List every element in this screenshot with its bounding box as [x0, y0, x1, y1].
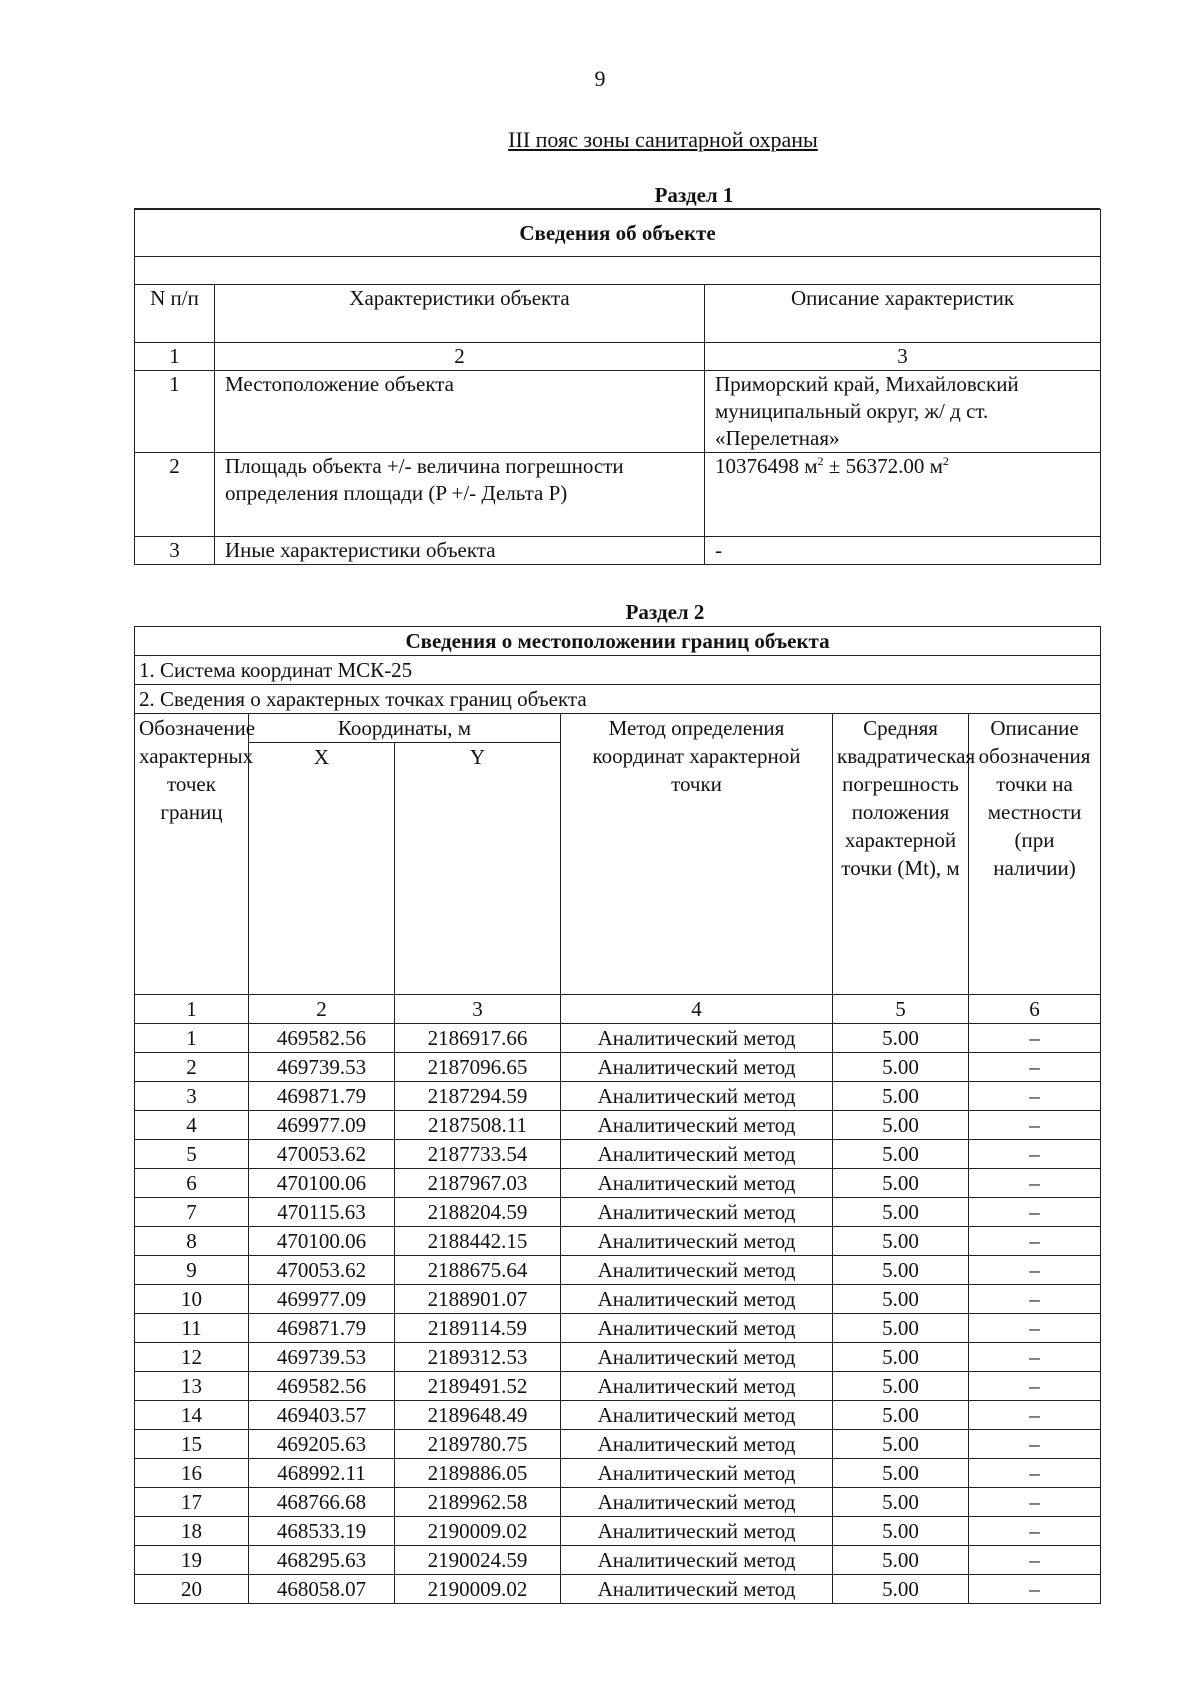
- col-number: 2: [215, 343, 705, 371]
- mt-error: 5.00: [833, 1488, 969, 1517]
- mt-error: 5.00: [833, 1517, 969, 1546]
- header-coordinates: Координаты, м: [249, 714, 561, 743]
- y-coordinate: 2190024.59: [395, 1546, 561, 1575]
- point-description: –: [969, 1082, 1101, 1111]
- col-number: 3: [395, 995, 561, 1024]
- point-description: –: [969, 1430, 1101, 1459]
- x-coordinate: 469977.09: [249, 1285, 395, 1314]
- y-coordinate: 2188675.64: [395, 1256, 561, 1285]
- point-description: –: [969, 1140, 1101, 1169]
- section2-heading: Раздел 2: [625, 600, 705, 624]
- area-error: ± 56372.00 м: [823, 454, 943, 478]
- y-coordinate: 2188204.59: [395, 1198, 561, 1227]
- point-description: –: [969, 1488, 1101, 1517]
- blank-row: [135, 257, 1101, 285]
- point-number: 14: [135, 1401, 249, 1430]
- mt-error: 5.00: [833, 1546, 969, 1575]
- point-number: 4: [135, 1111, 249, 1140]
- method: Аналитический метод: [561, 1517, 833, 1546]
- method: Аналитический метод: [561, 1488, 833, 1517]
- mt-error: 5.00: [833, 1053, 969, 1082]
- method: Аналитический метод: [561, 1198, 833, 1227]
- x-coordinate: 469582.56: [249, 1024, 395, 1053]
- table-row: [135, 1256, 1101, 1285]
- mt-error: 5.00: [833, 1111, 969, 1140]
- table-row: [135, 1575, 1101, 1604]
- point-description: –: [969, 1517, 1101, 1546]
- method: Аналитический метод: [561, 1285, 833, 1314]
- col-number: 3: [705, 343, 1101, 371]
- point-number: 12: [135, 1343, 249, 1372]
- y-coordinate: 2187508.11: [395, 1111, 561, 1140]
- header-method: Метод определения координат характерной точки: [561, 714, 833, 995]
- table-row: [135, 537, 1101, 565]
- table-row: [135, 1343, 1101, 1372]
- row-desc: -: [705, 537, 1101, 565]
- mt-error: 5.00: [833, 1430, 969, 1459]
- row-desc: [705, 453, 1101, 537]
- point-number: 8: [135, 1227, 249, 1256]
- point-description: –: [969, 1401, 1101, 1430]
- area-value: 10376498 м: [715, 454, 818, 478]
- header-number: N п/п: [135, 285, 215, 343]
- point-number: 5: [135, 1140, 249, 1169]
- x-coordinate: 468766.68: [249, 1488, 395, 1517]
- boundary-table-title: Сведения о местоположении границ объекта: [135, 627, 1101, 656]
- col-number: 6: [969, 995, 1101, 1024]
- point-description: –: [969, 1343, 1101, 1372]
- object-info-title: Сведения об объекте: [135, 210, 1101, 257]
- col-number: 2: [249, 995, 395, 1024]
- point-number: 15: [135, 1430, 249, 1459]
- table-row: [135, 1517, 1101, 1546]
- y-coordinate: 2188442.15: [395, 1227, 561, 1256]
- x-coordinate: 470053.62: [249, 1140, 395, 1169]
- method: Аналитический метод: [561, 1053, 833, 1082]
- y-coordinate: 2190009.02: [395, 1575, 561, 1604]
- point-number: 16: [135, 1459, 249, 1488]
- y-coordinate: 2189886.05: [395, 1459, 561, 1488]
- boundary-points-table: [134, 626, 1101, 1604]
- x-coordinate: 470100.06: [249, 1227, 395, 1256]
- y-coordinate: 2187967.03: [395, 1169, 561, 1198]
- table-row: [135, 1169, 1101, 1198]
- table-row: [135, 1082, 1101, 1111]
- mt-error: 5.00: [833, 1343, 969, 1372]
- table-row: [135, 1488, 1101, 1517]
- table-row: [135, 1227, 1101, 1256]
- table-row: [135, 1024, 1101, 1053]
- mt-error: 5.00: [833, 1198, 969, 1227]
- method: Аналитический метод: [561, 1343, 833, 1372]
- header-x: X: [249, 743, 395, 995]
- table-row: [135, 453, 1101, 537]
- y-coordinate: 2189648.49: [395, 1401, 561, 1430]
- col-number: 1: [135, 343, 215, 371]
- point-number: 10: [135, 1285, 249, 1314]
- x-coordinate: 469739.53: [249, 1343, 395, 1372]
- coordinate-system: 1. Система координат МСК-25: [135, 656, 1101, 685]
- table-row: [135, 1372, 1101, 1401]
- x-coordinate: 469582.56: [249, 1372, 395, 1401]
- x-coordinate: 469871.79: [249, 1082, 395, 1111]
- mt-error: 5.00: [833, 1575, 969, 1604]
- mt-error: 5.00: [833, 1459, 969, 1488]
- x-coordinate: 470053.62: [249, 1256, 395, 1285]
- method: Аналитический метод: [561, 1227, 833, 1256]
- y-coordinate: 2190009.02: [395, 1517, 561, 1546]
- header-description: Описание обозначения точки на местности (при наличии): [969, 714, 1101, 995]
- point-number: 6: [135, 1169, 249, 1198]
- point-description: –: [969, 1227, 1101, 1256]
- table-row: [135, 1285, 1101, 1314]
- table-row: [135, 1314, 1101, 1343]
- mt-error: 5.00: [833, 1314, 969, 1343]
- table-row: [135, 1111, 1101, 1140]
- point-number: 9: [135, 1256, 249, 1285]
- x-coordinate: 468533.19: [249, 1517, 395, 1546]
- x-coordinate: 470115.63: [249, 1198, 395, 1227]
- y-coordinate: 2188901.07: [395, 1285, 561, 1314]
- y-coordinate: 2189114.59: [395, 1314, 561, 1343]
- mt-error: 5.00: [833, 1024, 969, 1053]
- col-number: 1: [135, 995, 249, 1024]
- section1-heading: Раздел 1: [654, 183, 734, 207]
- area-unit-power: 2: [817, 454, 824, 468]
- x-coordinate: 469977.09: [249, 1111, 395, 1140]
- table-row: [135, 1430, 1101, 1459]
- mt-error: 5.00: [833, 1082, 969, 1111]
- header-point: Обозначение характерных точек границ: [135, 714, 249, 995]
- method: Аналитический метод: [561, 1111, 833, 1140]
- point-number: 1: [135, 1024, 249, 1053]
- y-coordinate: 2187294.59: [395, 1082, 561, 1111]
- mt-error: 5.00: [833, 1401, 969, 1430]
- points-title: 2. Сведения о характерных точках границ объекта: [135, 685, 1101, 714]
- page-number: 9: [594, 66, 606, 91]
- row-number: 1: [135, 371, 215, 453]
- point-number: 20: [135, 1575, 249, 1604]
- x-coordinate: 469871.79: [249, 1314, 395, 1343]
- point-description: –: [969, 1575, 1101, 1604]
- x-coordinate: 468058.07: [249, 1575, 395, 1604]
- row-desc: Приморский край, Михайловский муниципальный округ, ж/ д ст. «Перелетная»: [705, 371, 1101, 453]
- table-row: [135, 1053, 1101, 1082]
- table-row: [135, 1459, 1101, 1488]
- zone-title: III пояс зоны санитарной охраны: [508, 127, 818, 152]
- mt-error: 5.00: [833, 1140, 969, 1169]
- x-coordinate: 469739.53: [249, 1053, 395, 1082]
- x-coordinate: 469403.57: [249, 1401, 395, 1430]
- method: Аналитический метод: [561, 1575, 833, 1604]
- y-coordinate: 2189491.52: [395, 1372, 561, 1401]
- method: Аналитический метод: [561, 1430, 833, 1459]
- method: Аналитический метод: [561, 1140, 833, 1169]
- x-coordinate: 470100.06: [249, 1169, 395, 1198]
- point-description: –: [969, 1546, 1101, 1575]
- mt-error: 5.00: [833, 1285, 969, 1314]
- y-coordinate: 2189962.58: [395, 1488, 561, 1517]
- y-coordinate: 2187096.65: [395, 1053, 561, 1082]
- table-row: [135, 371, 1101, 453]
- point-description: –: [969, 1314, 1101, 1343]
- point-description: –: [969, 1111, 1101, 1140]
- row-name: Иные характеристики объекта: [215, 537, 705, 565]
- error-unit-power: 2: [942, 454, 949, 468]
- x-coordinate: 468992.11: [249, 1459, 395, 1488]
- header-characteristics: Характеристики объекта: [215, 285, 705, 343]
- method: Аналитический метод: [561, 1082, 833, 1111]
- table-row: [135, 1401, 1101, 1430]
- y-coordinate: 2187733.54: [395, 1140, 561, 1169]
- header-y: Y: [395, 743, 561, 995]
- mt-error: 5.00: [833, 1256, 969, 1285]
- method: Аналитический метод: [561, 1314, 833, 1343]
- table-row: [135, 1198, 1101, 1227]
- row-name: Площадь объекта +/- величина погрешности определения площади (P +/- Дельта P): [215, 453, 705, 537]
- object-info-table: [134, 209, 1101, 565]
- point-description: –: [969, 1256, 1101, 1285]
- point-number: 11: [135, 1314, 249, 1343]
- point-number: 19: [135, 1546, 249, 1575]
- row-number: 2: [135, 453, 215, 537]
- y-coordinate: 2189780.75: [395, 1430, 561, 1459]
- point-description: –: [969, 1169, 1101, 1198]
- row-number: 3: [135, 537, 215, 565]
- point-description: –: [969, 1198, 1101, 1227]
- table-row: [135, 1140, 1101, 1169]
- point-description: –: [969, 1285, 1101, 1314]
- method: Аналитический метод: [561, 1401, 833, 1430]
- point-description: –: [969, 1372, 1101, 1401]
- point-number: 18: [135, 1517, 249, 1546]
- point-number: 13: [135, 1372, 249, 1401]
- x-coordinate: 469205.63: [249, 1430, 395, 1459]
- point-number: 2: [135, 1053, 249, 1082]
- point-description: –: [969, 1053, 1101, 1082]
- y-coordinate: 2189312.53: [395, 1343, 561, 1372]
- mt-error: 5.00: [833, 1169, 969, 1198]
- point-number: 17: [135, 1488, 249, 1517]
- method: Аналитический метод: [561, 1459, 833, 1488]
- method: Аналитический метод: [561, 1546, 833, 1575]
- header-description: Описание характеристик: [705, 285, 1101, 343]
- y-coordinate: 2186917.66: [395, 1024, 561, 1053]
- method: Аналитический метод: [561, 1024, 833, 1053]
- point-number: 7: [135, 1198, 249, 1227]
- point-description: –: [969, 1459, 1101, 1488]
- col-number: 4: [561, 995, 833, 1024]
- method: Аналитический метод: [561, 1169, 833, 1198]
- row-name: Местоположение объекта: [215, 371, 705, 453]
- header-error: Средняя квадратическая погрешность положения характерной точки (Mt), м: [833, 714, 969, 995]
- mt-error: 5.00: [833, 1372, 969, 1401]
- mt-error: 5.00: [833, 1227, 969, 1256]
- method: Аналитический метод: [561, 1372, 833, 1401]
- point-number: 3: [135, 1082, 249, 1111]
- point-description: –: [969, 1024, 1101, 1053]
- table-row: [135, 1546, 1101, 1575]
- x-coordinate: 468295.63: [249, 1546, 395, 1575]
- method: Аналитический метод: [561, 1256, 833, 1285]
- col-number: 5: [833, 995, 969, 1024]
